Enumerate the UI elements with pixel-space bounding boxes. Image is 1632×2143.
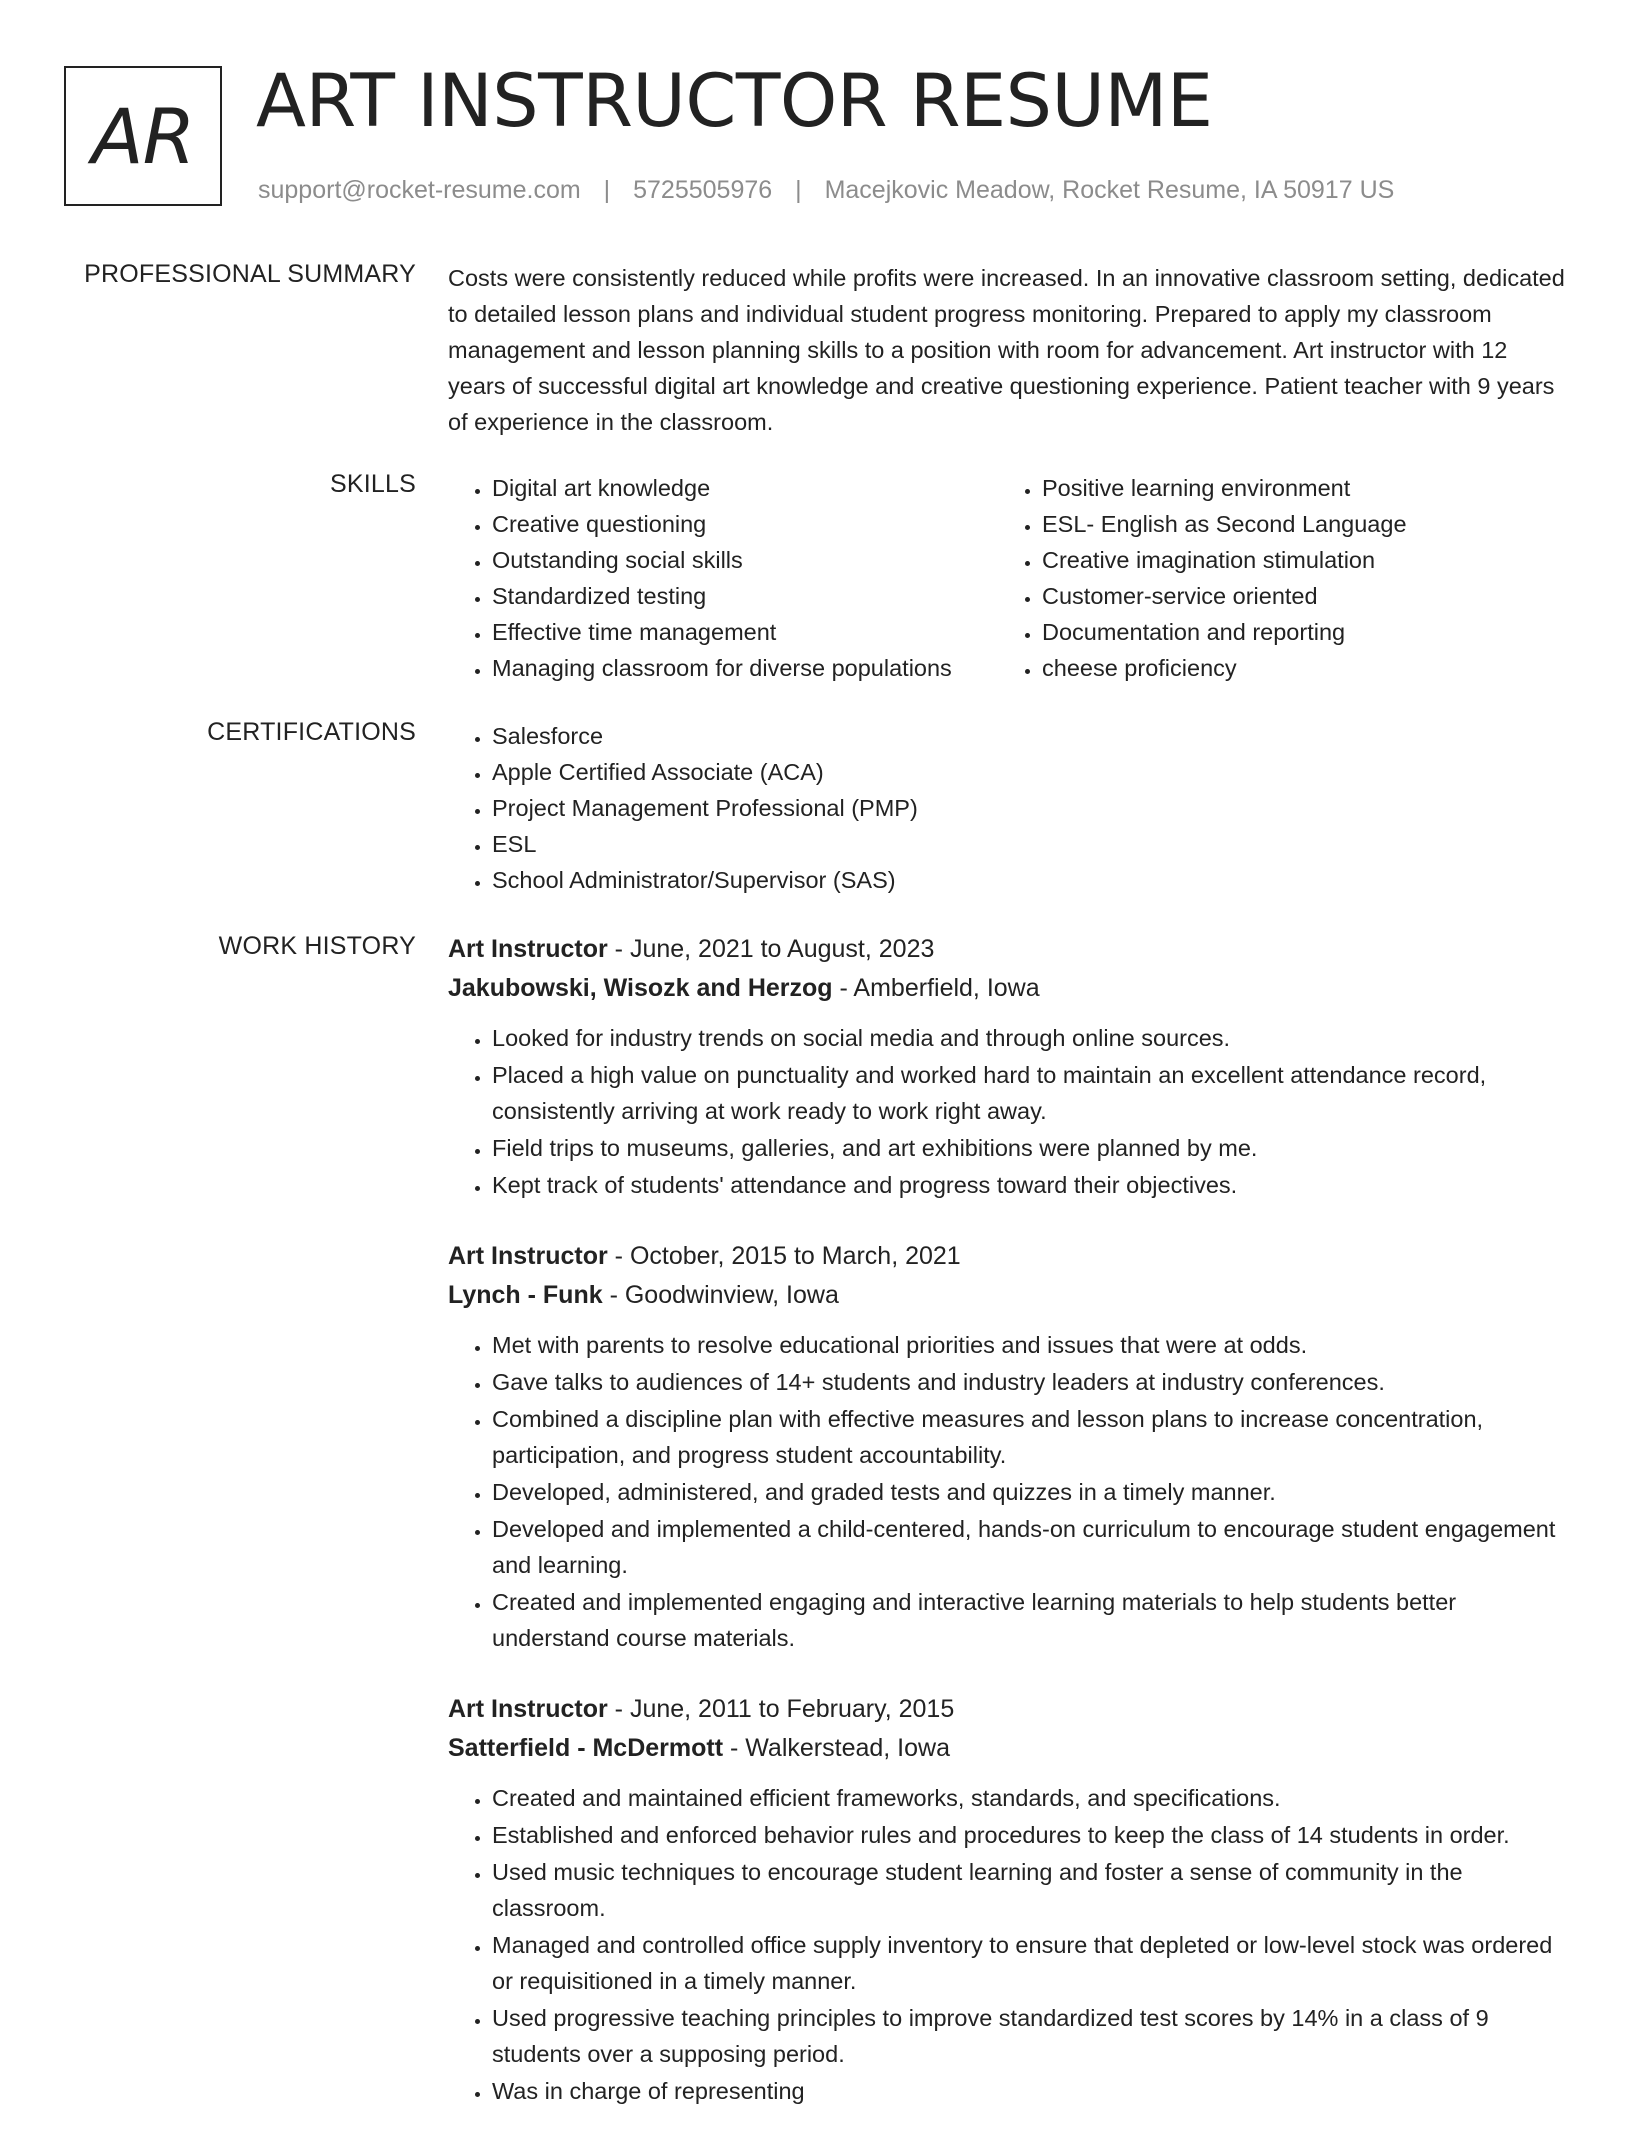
skill-item: • Outstanding social skills <box>492 542 998 578</box>
monogram-logo: AR <box>64 66 222 206</box>
skill-item: • Positive learning environment <box>1042 470 1407 506</box>
skill-item: • Digital art knowledge <box>492 470 998 506</box>
section-label-skills: SKILLS <box>330 470 416 498</box>
job-bullet: • Field trips to museums, galleries, and art exhibitions were planned by me. <box>492 1130 1570 1166</box>
job-title: Art Instructor <box>448 1242 608 1270</box>
job-company: Satterfield - McDermott <box>448 1734 724 1762</box>
job-title: Art Instructor <box>448 1695 608 1723</box>
skill-item: • Documentation and reporting <box>1042 614 1407 650</box>
job-dates: - June, 2011 to February, 2015 <box>607 1695 955 1723</box>
job-title-line <box>448 930 1570 969</box>
skills-list-right <box>998 470 1407 686</box>
job-company-line <box>448 1729 1570 1768</box>
skills-body <box>448 470 1570 686</box>
job-bullet: • Created and implemented engaging and interactive learning materials to help students better understand course materials. <box>492 1584 1570 1656</box>
job-bullet: • Created and maintained efficient frameworks, standards, and specifications. <box>492 1780 1570 1816</box>
job-company-line <box>448 969 1570 1008</box>
skill-item: • Standardized testing <box>492 578 998 614</box>
job-dates: - June, 2021 to August, 2023 <box>607 935 935 963</box>
contact-separator: | <box>603 176 611 204</box>
job-bullets <box>448 1020 1570 1203</box>
certification-item: • Apple Certified Associate (ACA) <box>492 754 1570 790</box>
page-title: ART INSTRUCTOR RESUME <box>256 59 1213 144</box>
skill-item: • Customer-service oriented <box>1042 578 1407 614</box>
job-title-line <box>448 1690 1570 1729</box>
job-bullet: • Placed a high value on punctuality and worked hard to maintain an excellent attendance record, consistently arriving at work ready to work right away. <box>492 1057 1570 1129</box>
skill-item: • Managing classroom for diverse populations <box>492 650 998 686</box>
job-company: Jakubowski, Wisozk and Herzog <box>448 974 833 1002</box>
work-history-body <box>448 930 1570 2143</box>
contact-address: Macejkovic Meadow, Rocket Resume, IA 50917 US <box>824 176 1395 204</box>
skill-item: • Creative questioning <box>492 506 998 542</box>
job-company-line <box>448 1276 1570 1315</box>
certification-item: • Project Management Professional (PMP) <box>492 790 1570 826</box>
summary-text: Costs were consistently reduced while profits were increased. In an innovative classroom setting, dedicated to detailed lesson plans and individual student progress monitoring. Prepared to apply my classroom management and lesson planning skills to a position with room for advancement. Art instructor with 12 years of successful digital art knowledge and creative questioning experience. Patient teacher with 9 years of experience in the classroom. <box>448 265 1565 435</box>
certifications-body <box>448 718 1570 898</box>
job-bullet: • Used progressive teaching principles to improve standardized test scores by 14% in a class of 9 students over a supposing period. <box>492 2000 1570 2072</box>
job-bullet: • Kept track of students' attendance and progress toward their objectives. <box>492 1167 1570 1203</box>
contact-separator: | <box>795 176 802 204</box>
contact-email[interactable]: support@rocket-resume.com <box>258 176 581 204</box>
job-bullet: • Developed, administered, and graded tests and quizzes in a timely manner. <box>492 1474 1570 1510</box>
job-bullet: • Used music techniques to encourage student learning and foster a sense of community in the classroom. <box>492 1854 1570 1926</box>
job-bullets <box>448 1780 1570 2109</box>
job-company: Lynch - Funk <box>448 1281 603 1309</box>
section-label-summary: PROFESSIONAL SUMMARY <box>84 260 416 288</box>
certification-item: • School Administrator/Supervisor (SAS) <box>492 862 1570 898</box>
section-label-certifications: CERTIFICATIONS <box>207 718 416 746</box>
job-bullet: • Was in charge of representing <box>492 2073 1570 2109</box>
summary-body <box>448 260 1570 440</box>
skill-item: • ESL- English as Second Language <box>1042 506 1407 542</box>
job-bullet: • Developed and implemented a child-centered, hands-on curriculum to encourage student engagement and learning. <box>492 1511 1570 1583</box>
job-location: - Amberfield, Iowa <box>832 974 1040 1002</box>
job-entry <box>448 1237 1570 1656</box>
skill-item: • cheese proficiency <box>1042 650 1407 686</box>
certifications-list <box>448 718 1570 898</box>
job-title-line <box>448 1237 1570 1276</box>
job-entry <box>448 1690 1570 2109</box>
job-location: - Walkerstead, Iowa <box>723 1734 950 1762</box>
job-title: Art Instructor <box>448 935 608 963</box>
job-bullet: • Combined a discipline plan with effective measures and lesson plans to increase concentration, participation, and progress student accountability. <box>492 1401 1570 1473</box>
contact-phone[interactable]: 5725505976 <box>633 176 773 204</box>
job-dates: - October, 2015 to March, 2021 <box>607 1242 961 1270</box>
job-bullet: • Met with parents to resolve educational priorities and issues that were at odds. <box>492 1327 1570 1363</box>
skill-item: • Creative imagination stimulation <box>1042 542 1407 578</box>
contact-line <box>258 176 1394 205</box>
job-bullet: • Managed and controlled office supply inventory to ensure that depleted or low-level stock was ordered or requisitioned in a timely manner. <box>492 1927 1570 1999</box>
skill-item: • Effective time management <box>492 614 998 650</box>
certification-item: • Salesforce <box>492 718 1570 754</box>
certification-item: • ESL <box>492 826 1570 862</box>
skills-list-left <box>448 470 998 686</box>
job-bullets <box>448 1327 1570 1656</box>
section-label-work-history: WORK HISTORY <box>218 932 416 960</box>
job-location: - Goodwinview, Iowa <box>602 1281 839 1309</box>
job-bullet: • Looked for industry trends on social media and through online sources. <box>492 1020 1570 1056</box>
job-bullet: • Gave talks to audiences of 14+ students and industry leaders at industry conferences. <box>492 1364 1570 1400</box>
job-entry <box>448 930 1570 1203</box>
job-bullet: • Established and enforced behavior rules and procedures to keep the class of 14 students in order. <box>492 1817 1570 1853</box>
